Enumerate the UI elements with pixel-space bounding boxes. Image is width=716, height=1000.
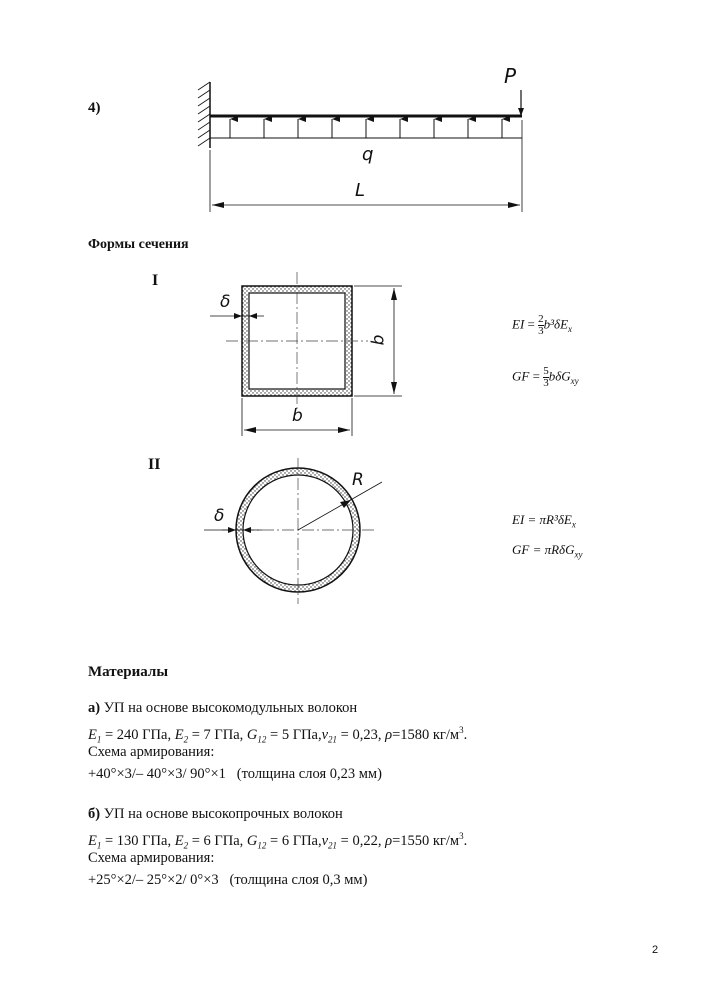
length-label: L: [355, 180, 366, 201]
material-a-title: а) УП на основе высокомодульных волокон: [88, 700, 358, 716]
material-a-properties: $E_1 = 240$ ГПа, $E_2 = 7$ ГПа, $G_{12} = 5$ $ГПа,\nu_{21} = 0,23$, ρ=1580 $кг/м^3$.: [88, 725, 468, 745]
material-a-scheme-label: Схема армирования:: [88, 744, 215, 760]
square-thickness-label: δ: [220, 292, 231, 312]
force-label: P: [504, 64, 517, 88]
section-ii-numeral: II: [148, 456, 161, 473]
square-formula-gf: GF = $\frac{5}{3}$ bδG$_{xy}$: [512, 365, 579, 389]
section-i-numeral: I: [152, 272, 159, 289]
material-b-title: б) УП на основе высокопрочных волокон: [88, 806, 343, 822]
circle-formula-ei: EI = $\pi R^3\delta E_x$: [512, 512, 576, 530]
sections-heading: Формы сечения: [88, 237, 189, 252]
page-number: 2: [652, 944, 659, 956]
distributed-load-label: q: [362, 144, 374, 165]
square-side-vertical-label: b: [368, 334, 389, 346]
problem-number: 4): [88, 100, 101, 116]
material-a-scheme: +40°×3/– 40°×3/ 90°×1 (толщина слоя 0,23 мм): [88, 766, 382, 782]
circle-formula-gf: GF = πRδG$_{xy}$: [512, 542, 583, 560]
circle-thickness-label: δ: [214, 506, 225, 526]
square-formula-ei: EI = $\frac{2}{3}$ $b^3\delta E_x$: [512, 313, 573, 337]
material-b-properties: $E_1 = 130$ ГПа, $E_2 = 6$ ГПа, $G_{12} = 6$ $ГПа,\nu_{21} = 0,22$, ρ=1550 $кг/м^3$.: [88, 831, 468, 851]
materials-heading: Материалы: [88, 664, 169, 680]
square-side-horizontal-label: b: [292, 406, 303, 426]
circle-radius-label: R: [352, 470, 364, 490]
material-b-scheme: +25°×2/– 25°×2/ 0°×3 (толщина слоя 0,3 мм): [88, 872, 368, 888]
material-b-scheme-label: Схема армирования:: [88, 850, 215, 866]
